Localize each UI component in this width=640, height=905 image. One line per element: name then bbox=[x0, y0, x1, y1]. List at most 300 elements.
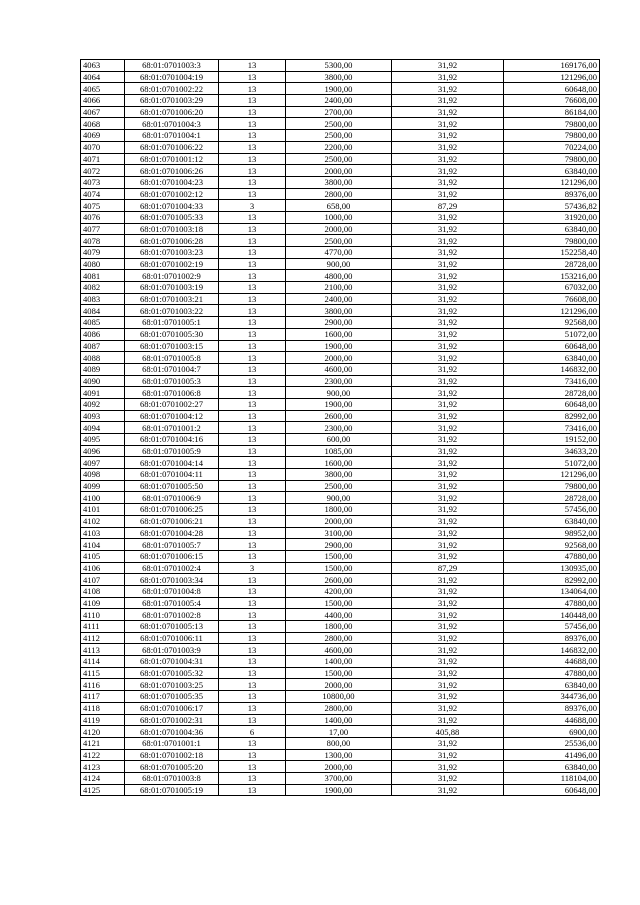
area-value-cell: 2100,00 bbox=[286, 282, 392, 294]
category-code-cell: 13 bbox=[219, 223, 286, 235]
table-row bbox=[81, 621, 600, 633]
cadastral-value-table bbox=[80, 59, 600, 796]
category-code-cell: 13 bbox=[219, 621, 286, 633]
area-value-cell: 1400,00 bbox=[286, 656, 392, 668]
table-row bbox=[81, 726, 600, 738]
rate-value-cell: 31,92 bbox=[392, 387, 504, 399]
category-code-cell: 13 bbox=[219, 667, 286, 679]
area-value-cell: 4770,00 bbox=[286, 247, 392, 259]
cadastral-number-cell: 68:01:0701006:8 bbox=[125, 387, 219, 399]
cadastral-number-cell: 68:01:0701005:35 bbox=[125, 691, 219, 703]
rate-value-cell: 31,92 bbox=[392, 714, 504, 726]
table-row bbox=[81, 469, 600, 481]
area-value-cell: 3100,00 bbox=[286, 527, 392, 539]
category-code-cell: 13 bbox=[219, 130, 286, 142]
table-row bbox=[81, 714, 600, 726]
row-number-cell: 4115 bbox=[81, 667, 125, 679]
category-code-cell: 13 bbox=[219, 293, 286, 305]
cadastral-number-cell: 68:01:0701005:13 bbox=[125, 621, 219, 633]
area-value-cell: 2500,00 bbox=[286, 153, 392, 165]
rate-value-cell: 31,92 bbox=[392, 609, 504, 621]
cadastral-number-cell: 68:01:0701003:15 bbox=[125, 340, 219, 352]
cadastral-value-cell: 79800,00 bbox=[504, 235, 600, 247]
table-row bbox=[81, 352, 600, 364]
area-value-cell: 600,00 bbox=[286, 434, 392, 446]
category-code-cell: 13 bbox=[219, 527, 286, 539]
cadastral-value-cell: 79800,00 bbox=[504, 153, 600, 165]
cadastral-value-cell: 89376,00 bbox=[504, 188, 600, 200]
rate-value-cell: 87,29 bbox=[392, 200, 504, 212]
cadastral-number-cell: 68:01:0701001:1 bbox=[125, 737, 219, 749]
area-value-cell: 4200,00 bbox=[286, 585, 392, 597]
cadastral-number-cell: 68:01:0701005:1 bbox=[125, 317, 219, 329]
cadastral-number-cell: 68:01:0701004:16 bbox=[125, 434, 219, 446]
cadastral-value-cell: 34633,20 bbox=[504, 445, 600, 457]
table-row bbox=[81, 562, 600, 574]
cadastral-value-cell: 63840,00 bbox=[504, 761, 600, 773]
table-row bbox=[81, 597, 600, 609]
cadastral-number-cell: 68:01:0701006:15 bbox=[125, 550, 219, 562]
row-number-cell: 4084 bbox=[81, 305, 125, 317]
area-value-cell: 3800,00 bbox=[286, 469, 392, 481]
rate-value-cell: 31,92 bbox=[392, 83, 504, 95]
cadastral-value-cell: 86184,00 bbox=[504, 106, 600, 118]
cadastral-value-cell: 67032,00 bbox=[504, 282, 600, 294]
area-value-cell: 2900,00 bbox=[286, 317, 392, 329]
cadastral-number-cell: 68:01:0701004:33 bbox=[125, 200, 219, 212]
category-code-cell: 13 bbox=[219, 270, 286, 282]
area-value-cell: 4800,00 bbox=[286, 270, 392, 282]
table-row bbox=[81, 574, 600, 586]
area-value-cell: 2400,00 bbox=[286, 95, 392, 107]
cadastral-value-cell: 121296,00 bbox=[504, 71, 600, 83]
cadastral-value-cell: 44688,00 bbox=[504, 714, 600, 726]
row-number-cell: 4118 bbox=[81, 702, 125, 714]
category-code-cell: 13 bbox=[219, 410, 286, 422]
cadastral-value-cell: 140448,00 bbox=[504, 609, 600, 621]
cadastral-number-cell: 68:01:0701004:7 bbox=[125, 363, 219, 375]
cadastral-number-cell: 68:01:0701005:20 bbox=[125, 761, 219, 773]
cadastral-number-cell: 68:01:0701005:50 bbox=[125, 480, 219, 492]
rate-value-cell: 31,92 bbox=[392, 328, 504, 340]
area-value-cell: 2000,00 bbox=[286, 679, 392, 691]
row-number-cell: 4112 bbox=[81, 632, 125, 644]
rate-value-cell: 31,92 bbox=[392, 656, 504, 668]
area-value-cell: 3700,00 bbox=[286, 772, 392, 784]
category-code-cell: 13 bbox=[219, 83, 286, 95]
cadastral-value-cell: 344736,00 bbox=[504, 691, 600, 703]
category-code-cell: 13 bbox=[219, 702, 286, 714]
table-row bbox=[81, 258, 600, 270]
category-code-cell: 13 bbox=[219, 328, 286, 340]
rate-value-cell: 31,92 bbox=[392, 504, 504, 516]
table-row bbox=[81, 270, 600, 282]
rate-value-cell: 87,29 bbox=[392, 562, 504, 574]
category-code-cell: 13 bbox=[219, 141, 286, 153]
rate-value-cell: 31,92 bbox=[392, 211, 504, 223]
row-number-cell: 4076 bbox=[81, 211, 125, 223]
row-number-cell: 4074 bbox=[81, 188, 125, 200]
cadastral-number-cell: 68:01:0701006:9 bbox=[125, 492, 219, 504]
cadastral-value-cell: 169176,00 bbox=[504, 60, 600, 72]
table-row bbox=[81, 632, 600, 644]
rate-value-cell: 31,92 bbox=[392, 165, 504, 177]
cadastral-value-cell: 146832,00 bbox=[504, 644, 600, 656]
category-code-cell: 13 bbox=[219, 492, 286, 504]
category-code-cell: 13 bbox=[219, 609, 286, 621]
table-row bbox=[81, 340, 600, 352]
table-row bbox=[81, 282, 600, 294]
table-row bbox=[81, 480, 600, 492]
cadastral-value-cell: 73416,00 bbox=[504, 375, 600, 387]
row-number-cell: 4114 bbox=[81, 656, 125, 668]
cadastral-number-cell: 68:01:0701006:25 bbox=[125, 504, 219, 516]
area-value-cell: 2300,00 bbox=[286, 375, 392, 387]
table-row bbox=[81, 609, 600, 621]
table-row bbox=[81, 317, 600, 329]
cadastral-value-cell: 153216,00 bbox=[504, 270, 600, 282]
area-value-cell: 3800,00 bbox=[286, 71, 392, 83]
row-number-cell: 4081 bbox=[81, 270, 125, 282]
row-number-cell: 4088 bbox=[81, 352, 125, 364]
table-row bbox=[81, 387, 600, 399]
area-value-cell: 2000,00 bbox=[286, 515, 392, 527]
row-number-cell: 4083 bbox=[81, 293, 125, 305]
rate-value-cell: 31,92 bbox=[392, 621, 504, 633]
table-row bbox=[81, 527, 600, 539]
rate-value-cell: 31,92 bbox=[392, 188, 504, 200]
rate-value-cell: 31,92 bbox=[392, 258, 504, 270]
table-row bbox=[81, 130, 600, 142]
rate-value-cell: 31,92 bbox=[392, 527, 504, 539]
rate-value-cell: 31,92 bbox=[392, 772, 504, 784]
row-number-cell: 4085 bbox=[81, 317, 125, 329]
category-code-cell: 13 bbox=[219, 176, 286, 188]
table-body bbox=[81, 60, 600, 796]
row-number-cell: 4082 bbox=[81, 282, 125, 294]
cadastral-number-cell: 68:01:0701003:9 bbox=[125, 644, 219, 656]
area-value-cell: 1085,00 bbox=[286, 445, 392, 457]
row-number-cell: 4089 bbox=[81, 363, 125, 375]
row-number-cell: 4087 bbox=[81, 340, 125, 352]
rate-value-cell: 31,92 bbox=[392, 153, 504, 165]
row-number-cell: 4093 bbox=[81, 410, 125, 422]
cadastral-number-cell: 68:01:0701005:3 bbox=[125, 375, 219, 387]
cadastral-value-cell: 130935,00 bbox=[504, 562, 600, 574]
row-number-cell: 4094 bbox=[81, 422, 125, 434]
cadastral-value-cell: 79800,00 bbox=[504, 118, 600, 130]
area-value-cell: 2800,00 bbox=[286, 632, 392, 644]
area-value-cell: 2500,00 bbox=[286, 130, 392, 142]
cadastral-number-cell: 68:01:0701004:19 bbox=[125, 71, 219, 83]
cadastral-number-cell: 68:01:0701002:12 bbox=[125, 188, 219, 200]
rate-value-cell: 31,92 bbox=[392, 632, 504, 644]
cadastral-value-cell: 31920,00 bbox=[504, 211, 600, 223]
rate-value-cell: 31,92 bbox=[392, 457, 504, 469]
rate-value-cell: 31,92 bbox=[392, 270, 504, 282]
rate-value-cell: 31,92 bbox=[392, 130, 504, 142]
category-code-cell: 13 bbox=[219, 352, 286, 364]
category-code-cell: 13 bbox=[219, 106, 286, 118]
cadastral-number-cell: 68:01:0701006:21 bbox=[125, 515, 219, 527]
cadastral-value-cell: 41496,00 bbox=[504, 749, 600, 761]
cadastral-number-cell: 68:01:0701003:8 bbox=[125, 772, 219, 784]
area-value-cell: 1600,00 bbox=[286, 457, 392, 469]
row-number-cell: 4075 bbox=[81, 200, 125, 212]
row-number-cell: 4117 bbox=[81, 691, 125, 703]
cadastral-number-cell: 68:01:0701005:9 bbox=[125, 445, 219, 457]
area-value-cell: 2300,00 bbox=[286, 422, 392, 434]
area-value-cell: 1500,00 bbox=[286, 550, 392, 562]
rate-value-cell: 31,92 bbox=[392, 550, 504, 562]
cadastral-number-cell: 68:01:0701006:28 bbox=[125, 235, 219, 247]
table-row bbox=[81, 153, 600, 165]
row-number-cell: 4079 bbox=[81, 247, 125, 259]
cadastral-number-cell: 68:01:0701002:19 bbox=[125, 258, 219, 270]
cadastral-value-cell: 57436,82 bbox=[504, 200, 600, 212]
rate-value-cell: 31,92 bbox=[392, 574, 504, 586]
area-value-cell: 4600,00 bbox=[286, 644, 392, 656]
cadastral-number-cell: 68:01:0701004:1 bbox=[125, 130, 219, 142]
rate-value-cell: 31,92 bbox=[392, 60, 504, 72]
area-value-cell: 2400,00 bbox=[286, 293, 392, 305]
row-number-cell: 4110 bbox=[81, 609, 125, 621]
row-number-cell: 4066 bbox=[81, 95, 125, 107]
category-code-cell: 13 bbox=[219, 784, 286, 796]
cadastral-number-cell: 68:01:0701004:36 bbox=[125, 726, 219, 738]
cadastral-value-cell: 82992,00 bbox=[504, 574, 600, 586]
category-code-cell: 13 bbox=[219, 153, 286, 165]
rate-value-cell: 31,92 bbox=[392, 737, 504, 749]
area-value-cell: 1400,00 bbox=[286, 714, 392, 726]
rate-value-cell: 31,92 bbox=[392, 515, 504, 527]
row-number-cell: 4073 bbox=[81, 176, 125, 188]
row-number-cell: 4104 bbox=[81, 539, 125, 551]
category-code-cell: 13 bbox=[219, 188, 286, 200]
category-code-cell: 13 bbox=[219, 480, 286, 492]
area-value-cell: 2200,00 bbox=[286, 141, 392, 153]
rate-value-cell: 31,92 bbox=[392, 247, 504, 259]
cadastral-value-cell: 89376,00 bbox=[504, 702, 600, 714]
cadastral-number-cell: 68:01:0701002:9 bbox=[125, 270, 219, 282]
rate-value-cell: 31,92 bbox=[392, 784, 504, 796]
rate-value-cell: 31,92 bbox=[392, 585, 504, 597]
area-value-cell: 2000,00 bbox=[286, 352, 392, 364]
category-code-cell: 13 bbox=[219, 422, 286, 434]
cadastral-value-cell: 89376,00 bbox=[504, 632, 600, 644]
category-code-cell: 13 bbox=[219, 258, 286, 270]
category-code-cell: 13 bbox=[219, 457, 286, 469]
rate-value-cell: 31,92 bbox=[392, 679, 504, 691]
cadastral-value-cell: 60648,00 bbox=[504, 398, 600, 410]
cadastral-value-cell: 60648,00 bbox=[504, 784, 600, 796]
rate-value-cell: 31,92 bbox=[392, 445, 504, 457]
category-code-cell: 13 bbox=[219, 737, 286, 749]
cadastral-number-cell: 68:01:0701002:27 bbox=[125, 398, 219, 410]
cadastral-number-cell: 68:01:0701003:3 bbox=[125, 60, 219, 72]
cadastral-number-cell: 68:01:0701004:3 bbox=[125, 118, 219, 130]
cadastral-number-cell: 68:01:0701001:12 bbox=[125, 153, 219, 165]
table-row bbox=[81, 106, 600, 118]
category-code-cell: 13 bbox=[219, 211, 286, 223]
category-code-cell: 13 bbox=[219, 118, 286, 130]
cadastral-number-cell: 68:01:0701005:4 bbox=[125, 597, 219, 609]
cadastral-number-cell: 68:01:0701002:8 bbox=[125, 609, 219, 621]
row-number-cell: 4105 bbox=[81, 550, 125, 562]
table-row bbox=[81, 445, 600, 457]
area-value-cell: 2900,00 bbox=[286, 539, 392, 551]
rate-value-cell: 31,92 bbox=[392, 317, 504, 329]
cadastral-value-cell: 121296,00 bbox=[504, 176, 600, 188]
rate-value-cell: 31,92 bbox=[392, 375, 504, 387]
area-value-cell: 2000,00 bbox=[286, 223, 392, 235]
cadastral-number-cell: 68:01:0701005:30 bbox=[125, 328, 219, 340]
category-code-cell: 13 bbox=[219, 691, 286, 703]
cadastral-value-cell: 63840,00 bbox=[504, 679, 600, 691]
area-value-cell: 3800,00 bbox=[286, 305, 392, 317]
category-code-cell: 13 bbox=[219, 772, 286, 784]
rate-value-cell: 31,92 bbox=[392, 480, 504, 492]
cadastral-value-cell: 63840,00 bbox=[504, 223, 600, 235]
cadastral-number-cell: 68:01:0701006:22 bbox=[125, 141, 219, 153]
table-row bbox=[81, 375, 600, 387]
cadastral-value-cell: 63840,00 bbox=[504, 165, 600, 177]
rate-value-cell: 31,92 bbox=[392, 363, 504, 375]
row-number-cell: 4109 bbox=[81, 597, 125, 609]
area-value-cell: 2000,00 bbox=[286, 165, 392, 177]
rate-value-cell: 31,92 bbox=[392, 235, 504, 247]
rate-value-cell: 31,92 bbox=[392, 749, 504, 761]
area-value-cell: 3800,00 bbox=[286, 176, 392, 188]
cadastral-number-cell: 68:01:0701003:19 bbox=[125, 282, 219, 294]
table-row bbox=[81, 550, 600, 562]
cadastral-number-cell: 68:01:0701006:20 bbox=[125, 106, 219, 118]
category-code-cell: 3 bbox=[219, 200, 286, 212]
cadastral-value-cell: 28728,00 bbox=[504, 387, 600, 399]
cadastral-value-cell: 121296,00 bbox=[504, 305, 600, 317]
row-number-cell: 4068 bbox=[81, 118, 125, 130]
row-number-cell: 4099 bbox=[81, 480, 125, 492]
row-number-cell: 4063 bbox=[81, 60, 125, 72]
cadastral-number-cell: 68:01:0701003:22 bbox=[125, 305, 219, 317]
rate-value-cell: 31,92 bbox=[392, 434, 504, 446]
category-code-cell: 13 bbox=[219, 235, 286, 247]
cadastral-value-cell: 44688,00 bbox=[504, 656, 600, 668]
category-code-cell: 13 bbox=[219, 597, 286, 609]
row-number-cell: 4107 bbox=[81, 574, 125, 586]
category-code-cell: 6 bbox=[219, 726, 286, 738]
cadastral-value-cell: 19152,00 bbox=[504, 434, 600, 446]
category-code-cell: 13 bbox=[219, 305, 286, 317]
area-value-cell: 1500,00 bbox=[286, 667, 392, 679]
category-code-cell: 13 bbox=[219, 749, 286, 761]
cadastral-value-cell: 63840,00 bbox=[504, 515, 600, 527]
cadastral-number-cell: 68:01:0701002:4 bbox=[125, 562, 219, 574]
category-code-cell: 13 bbox=[219, 632, 286, 644]
row-number-cell: 4096 bbox=[81, 445, 125, 457]
table-row bbox=[81, 71, 600, 83]
row-number-cell: 4100 bbox=[81, 492, 125, 504]
table-row bbox=[81, 95, 600, 107]
cadastral-value-cell: 79800,00 bbox=[504, 480, 600, 492]
cadastral-number-cell: 68:01:0701005:8 bbox=[125, 352, 219, 364]
area-value-cell: 4400,00 bbox=[286, 609, 392, 621]
cadastral-number-cell: 68:01:0701004:31 bbox=[125, 656, 219, 668]
row-number-cell: 4065 bbox=[81, 83, 125, 95]
cadastral-number-cell: 68:01:0701002:22 bbox=[125, 83, 219, 95]
cadastral-number-cell: 68:01:0701004:14 bbox=[125, 457, 219, 469]
table-row bbox=[81, 398, 600, 410]
row-number-cell: 4071 bbox=[81, 153, 125, 165]
category-code-cell: 13 bbox=[219, 71, 286, 83]
row-number-cell: 4101 bbox=[81, 504, 125, 516]
category-code-cell: 13 bbox=[219, 574, 286, 586]
row-number-cell: 4078 bbox=[81, 235, 125, 247]
category-code-cell: 13 bbox=[219, 539, 286, 551]
cadastral-number-cell: 68:01:0701005:19 bbox=[125, 784, 219, 796]
category-code-cell: 13 bbox=[219, 363, 286, 375]
category-code-cell: 13 bbox=[219, 95, 286, 107]
rate-value-cell: 31,92 bbox=[392, 176, 504, 188]
cadastral-value-cell: 118104,00 bbox=[504, 772, 600, 784]
row-number-cell: 4122 bbox=[81, 749, 125, 761]
table-row bbox=[81, 515, 600, 527]
row-number-cell: 4069 bbox=[81, 130, 125, 142]
category-code-cell: 13 bbox=[219, 504, 286, 516]
table-row bbox=[81, 761, 600, 773]
category-code-cell: 13 bbox=[219, 585, 286, 597]
category-code-cell: 13 bbox=[219, 469, 286, 481]
category-code-cell: 13 bbox=[219, 282, 286, 294]
table-row bbox=[81, 223, 600, 235]
rate-value-cell: 31,92 bbox=[392, 71, 504, 83]
row-number-cell: 4124 bbox=[81, 772, 125, 784]
rate-value-cell: 405,88 bbox=[392, 726, 504, 738]
rate-value-cell: 31,92 bbox=[392, 761, 504, 773]
cadastral-value-cell: 73416,00 bbox=[504, 422, 600, 434]
table-row bbox=[81, 200, 600, 212]
table-row bbox=[81, 247, 600, 259]
table-row bbox=[81, 585, 600, 597]
cadastral-number-cell: 68:01:0701003:34 bbox=[125, 574, 219, 586]
table-row bbox=[81, 539, 600, 551]
area-value-cell: 1900,00 bbox=[286, 784, 392, 796]
rate-value-cell: 31,92 bbox=[392, 340, 504, 352]
row-number-cell: 4125 bbox=[81, 784, 125, 796]
area-value-cell: 1500,00 bbox=[286, 562, 392, 574]
cadastral-value-cell: 47880,00 bbox=[504, 667, 600, 679]
cadastral-value-cell: 63840,00 bbox=[504, 352, 600, 364]
category-code-cell: 13 bbox=[219, 714, 286, 726]
cadastral-number-cell: 68:01:0701004:12 bbox=[125, 410, 219, 422]
cadastral-value-cell: 28728,00 bbox=[504, 258, 600, 270]
cadastral-value-cell: 152258,40 bbox=[504, 247, 600, 259]
category-code-cell: 3 bbox=[219, 562, 286, 574]
cadastral-value-cell: 47880,00 bbox=[504, 597, 600, 609]
table-row bbox=[81, 492, 600, 504]
category-code-cell: 13 bbox=[219, 375, 286, 387]
cadastral-value-cell: 76608,00 bbox=[504, 95, 600, 107]
rate-value-cell: 31,92 bbox=[392, 644, 504, 656]
category-code-cell: 13 bbox=[219, 60, 286, 72]
area-value-cell: 1800,00 bbox=[286, 504, 392, 516]
table-row bbox=[81, 188, 600, 200]
table-row bbox=[81, 118, 600, 130]
area-value-cell: 4600,00 bbox=[286, 363, 392, 375]
rate-value-cell: 31,92 bbox=[392, 492, 504, 504]
cadastral-value-cell: 47880,00 bbox=[504, 550, 600, 562]
cadastral-number-cell: 68:01:0701001:2 bbox=[125, 422, 219, 434]
